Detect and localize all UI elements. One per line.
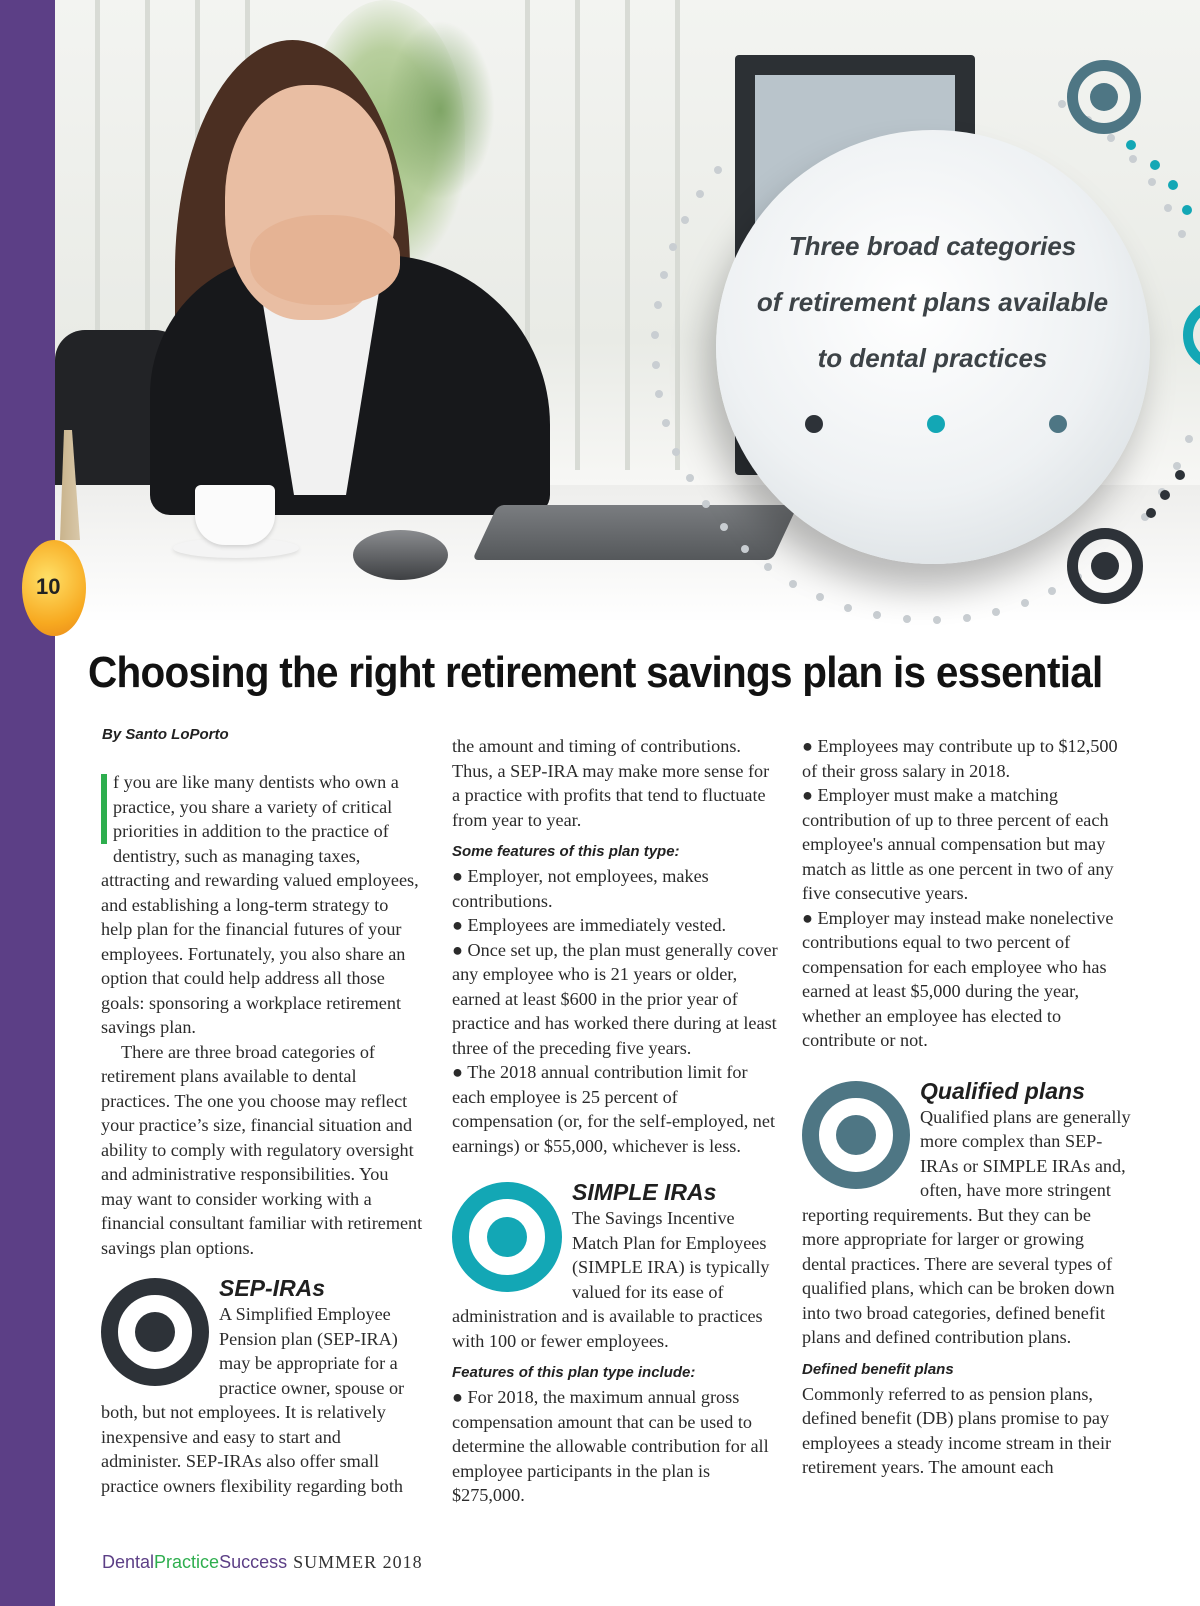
simple-feature-bullet-4: ● Employer may instead make nonelective contributions equal to two percent of compensation for each employee who has earned at least $5,000 during the year, whether an employee has elected to contribute or not. [802, 907, 1114, 1050]
callout-dot-slate [1049, 415, 1067, 433]
callout-line-2: of retirement plans available [756, 287, 1109, 317]
intro-paragraph: f you are like many dentists who own a practice, you share a variety of critical priorities in addition to the practice of dentistry, such as managing taxes, attracting and rewarding valued employees, and establishing a long-term strategy to help plan for the financial futures of your employees. Fortunately, you also share an option that could help address all those goals: sponsoring a workplace retirement savings plan. [101, 772, 419, 1037]
column-3 [802, 734, 1132, 1480]
drop-cap-bar [101, 774, 107, 844]
decorative-dot [651, 331, 659, 339]
simple-feature-bullet-3: ● Employer must make a matching contribution of up to three percent of each employee's annual compensation but may match as little as one percent in two of any five consecutive years. [802, 785, 1114, 903]
paragraph-2: There are three broad categories of retirement plans available to dental practices. The one you choose may reflect your practice’s size, financial situation and ability to comply with regulatory oversight and administrative responsibilities. You may want to consider working with a financial consultant familiar with retirement savings plan options. [101, 1041, 423, 1258]
decorative-dot [844, 604, 852, 612]
decorative-dot [1160, 490, 1170, 500]
sep-ira-paragraph: A Simplified Employee Pension plan (SEP-IRA) may be appropriate for a practice owner, spouse or both, but not employees. It is relatively inexpensive and easy to start and administer. SEP-IRAs also offer small practice owners flexibility regarding both [101, 1304, 405, 1496]
decorative-dot [1150, 160, 1160, 170]
callout-dot-dark [805, 415, 823, 433]
footer-brand-dental: Dental [102, 1552, 155, 1572]
simple-feature-bullet-1: ● For 2018, the maximum annual gross compensation amount that can be used to determine the allowable contribution for all employee participants in the plan is $275,000. [452, 1387, 769, 1505]
footer-issue: SUMMER 2018 [293, 1552, 423, 1572]
qualified-slate-ring-icon [802, 1081, 910, 1189]
features-label: Some features of this plan type: [452, 843, 680, 860]
decorative-dot [933, 616, 941, 624]
sep-feature-bullet-3: ● Once set up, the plan must generally cover any employee who is 21 years or older, earned at least $600 in the prior year of practice and has worked there during at least three of the preceding five years. [452, 939, 778, 1058]
decorative-dot [963, 614, 971, 622]
sep-continued-paragraph: the amount and timing of contributions. Thus, a SEP-IRA may make more sense for a practice with profits that tend to fluctuate from year to year. [452, 736, 770, 830]
simple-ira-paragraph: The Savings Incentive Match Plan for Employees (SIMPLE IRA) is typically valued for its ease of administration and is available to practices with 100 or fewer employees. [452, 1208, 770, 1351]
decorative-dot [714, 166, 722, 174]
column-1 [101, 770, 423, 1498]
decorative-dot [652, 361, 660, 369]
slate-ring-center-icon [1090, 83, 1118, 111]
decorative-dot [1146, 508, 1156, 518]
sep-feature-bullet-4: ● The 2018 annual contribution limit for each employee is 25 percent of compensation (or, for the self-employed, net earnings) or $55,000, whichever is less. [452, 1062, 776, 1156]
decorative-dot [741, 545, 749, 553]
qualified-plans-heading: Qualified plans [920, 1077, 1085, 1104]
sep-ira-heading: SEP-IRAs [219, 1275, 326, 1301]
simple-feature-bullet-2: ● Employees may contribute up to $12,500 of their gross salary in 2018. [802, 736, 1118, 781]
decorative-dot [1126, 140, 1136, 150]
sep-feature-bullet-1: ● Employer, not employees, makes contributions. [452, 866, 709, 911]
decorative-dot [903, 615, 911, 623]
decorative-dot [1185, 435, 1193, 443]
features-2-label: Features of this plan type include: [452, 1364, 696, 1381]
decorative-dot [669, 243, 677, 251]
column-2 [452, 734, 778, 1508]
sep-feature-bullet-2: ● Employees are immediately vested. [452, 915, 727, 935]
decorative-dot [681, 216, 689, 224]
sep-ira-dark-ring-icon [101, 1278, 209, 1386]
byline: By Santo LoPorto [102, 726, 229, 743]
footer [102, 1552, 423, 1573]
decorative-dot [1175, 470, 1185, 480]
qualified-plans-paragraph: Qualified plans are generally more complex than SEP-IRAs or SIMPLE IRAs and, often, have more stringent reporting requirements. But they can be more appropriate for larger or growing dental practices. There are several types of qualified plans, which can be broken down into two broad categories, defined benefit plans and defined contribution plans. [802, 1106, 1131, 1347]
defined-benefit-paragraph: Commonly referred to as pension plans, defined benefit (DB) plans promise to pay employees a steady income stream in their retirement years. The amount each [802, 1383, 1112, 1477]
callout-dot-teal [927, 415, 945, 433]
callout-line-1: Three broad categories [788, 231, 1077, 261]
decorative-dot [654, 301, 662, 309]
simple-ira-teal-ring-icon [452, 1182, 562, 1292]
decorative-dot [1178, 230, 1186, 238]
footer-brand-practice: Practice [154, 1552, 220, 1572]
decorative-dot [702, 500, 710, 508]
article-title: Choosing the right retirement savings plan is essential [88, 648, 1103, 697]
decorative-dot [1168, 180, 1178, 190]
decorative-dot [1164, 204, 1172, 212]
footer-brand-success: Success [219, 1552, 288, 1572]
left-purple-sidebar [0, 0, 55, 1606]
page-number: 10 [36, 574, 61, 599]
decorative-dot [1021, 599, 1029, 607]
callout-text [740, 218, 1125, 386]
defined-benefit-label: Defined benefit plans [802, 1360, 954, 1378]
simple-ira-heading: SIMPLE IRAs [572, 1179, 717, 1205]
dark-ring-center-icon [1091, 552, 1119, 580]
callout-line-3: to dental practices [817, 343, 1048, 373]
decorative-dot [1182, 205, 1192, 215]
